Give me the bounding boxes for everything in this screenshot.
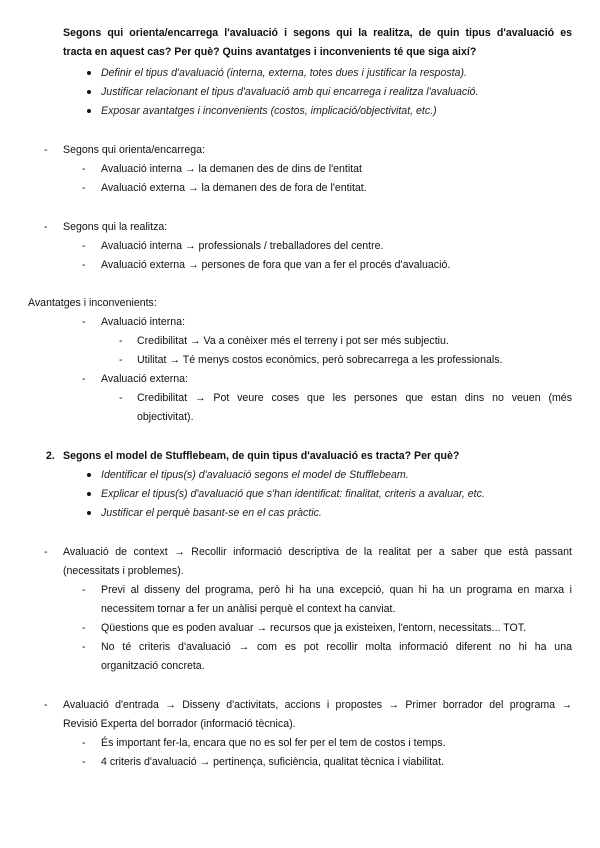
orienta-item-interna: Avaluació interna → la demanen des de dins de l'entitat <box>101 163 362 175</box>
avantatges-interna-heading: Avaluació interna: <box>101 316 186 328</box>
externa-credibilitat-line-1: Credibilitat → Pot veure coses que les persones que estan dins no veuen (més <box>137 392 572 404</box>
avantatges-heading: Avantatges i inconvenients: <box>28 297 157 309</box>
dash-marker: - <box>82 737 86 749</box>
bullet-dot-icon <box>87 90 91 94</box>
dash-marker: - <box>119 392 123 404</box>
question-2-number: 2. <box>46 450 55 462</box>
q2-guideline-1: Identificar el tipus(s) d'avaluació segons el model de Stufflebeam. <box>101 469 409 481</box>
dash-marker: - <box>82 584 86 596</box>
q2-guideline-2: Explicar el tipus(s) d'avaluació que s'han identificat: finalitat, criteris a avaluar, etc. <box>101 488 485 500</box>
context-line-2: (necessitats i problemes). <box>63 565 184 577</box>
interna-credibilitat: Credibilitat → Va a conèixer més el terreny i pot ser més subjectiu. <box>137 335 449 347</box>
context-item-1-line-2: necessitem tornar a fer un anàlisi perquè el context ha canviat. <box>101 603 396 615</box>
dash-marker: - <box>44 546 48 558</box>
dash-marker: - <box>82 622 86 634</box>
dash-marker: - <box>82 182 86 194</box>
realitza-heading: Segons qui la realitza: <box>63 221 168 233</box>
q2-guideline-3: Justificar el perquè basant-se en el cas pràctic. <box>101 507 322 519</box>
realitza-item-interna: Avaluació interna → professionals / treballadores del centre. <box>101 240 384 252</box>
question-1-line-2: tracta en aquest cas? Per què? Quins avantatges i inconvenients té que siga així? <box>63 46 477 58</box>
dash-marker: - <box>82 641 86 653</box>
context-item-1-line-1: Previ al disseny del programa, però hi ha una excepció, quan hi ha un programa en marxa i <box>101 584 572 596</box>
dash-marker: - <box>82 240 86 252</box>
bullet-dot-icon <box>87 473 91 477</box>
orienta-item-externa: Avaluació externa → la demanen des de fora de l'entitat. <box>101 182 367 194</box>
dash-marker: - <box>44 144 48 156</box>
q1-guideline-1: Definir el tipus d'avaluació (interna, externa, totes dues i justificar la resposta). <box>101 67 467 79</box>
bullet-dot-icon <box>87 71 91 75</box>
externa-credibilitat-line-2: objectivitat). <box>137 411 194 423</box>
orienta-heading: Segons qui orienta/encarrega: <box>63 144 205 156</box>
question-2-title: Segons el model de Stufflebeam, de quin tipus d'avaluació es tracta? Per què? <box>63 450 460 462</box>
q1-guideline-3: Exposar avantatges i inconvenients (costos, implicació/objectivitat, etc.) <box>101 105 437 117</box>
entrada-item-2: 4 criteris d'avaluació → pertinença, suficiència, qualitat tècnica i viabilitat. <box>101 756 444 768</box>
dash-marker: - <box>82 163 86 175</box>
dash-marker: - <box>82 259 86 271</box>
q1-guideline-2: Justificar relacionant el tipus d'avaluació amb qui encarrega i realitza l'avaluació. <box>101 86 479 98</box>
entrada-line-2: Revisió Experta del borrador (informació tècnica). <box>63 718 296 730</box>
avantatges-externa-heading: Avaluació externa: <box>101 373 188 385</box>
bullet-dot-icon <box>87 511 91 515</box>
question-1-line-1: Segons qui orienta/encarrega l'avaluació i segons qui la realitza, de quin tipus d'avaluació es <box>63 27 572 39</box>
entrada-line-1: Avaluació d'entrada → Disseny d'activitats, accions i propostes → Primer borrador del programa → <box>63 699 572 711</box>
context-item-3-line-2: organització concreta. <box>101 660 205 672</box>
entrada-item-1: És important fer-la, encara que no es sol fer per el tem de costos i temps. <box>101 737 446 749</box>
bullet-dot-icon <box>87 109 91 113</box>
interna-utilitat: Utilitat → Té menys costos econòmics, però sobrecarrega a les professionals. <box>137 354 503 366</box>
dash-marker: - <box>82 373 86 385</box>
context-item-2: Qüestions que es poden avaluar → recursos que ja existeixen, l'entorn, necessitats... TOT. <box>101 622 527 634</box>
realitza-item-externa: Avaluació externa → persones de fora que van a fer el procés d'avaluació. <box>101 259 451 271</box>
context-item-3-line-1: No té criteris d'avaluació → com es pot recollir molta informació diferent no hi ha una <box>101 641 572 653</box>
dash-marker: - <box>82 316 86 328</box>
dash-marker: - <box>44 221 48 233</box>
dash-marker: - <box>44 699 48 711</box>
bullet-dot-icon <box>87 492 91 496</box>
dash-marker: - <box>82 756 86 768</box>
dash-marker: - <box>119 335 123 347</box>
dash-marker: - <box>119 354 123 366</box>
context-line-1: Avaluació de context → Recollir informació descriptiva de la realitat per a saber que està passant <box>63 546 572 558</box>
